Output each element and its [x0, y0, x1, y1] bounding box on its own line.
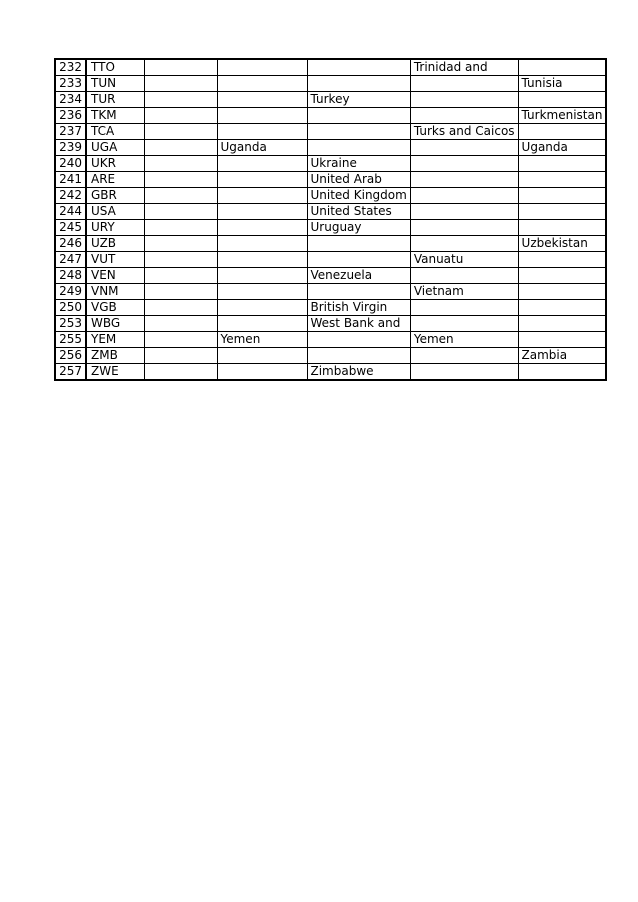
- cell-col-d: [217, 204, 307, 220]
- spreadsheet-table: [54, 58, 607, 381]
- row-number-cell: 237: [55, 124, 86, 140]
- country-code-cell: TCA: [86, 124, 144, 140]
- cell-col-f: Turks and Caicos: [410, 124, 518, 140]
- table-row: [55, 204, 606, 220]
- cell-col-e: United Arab: [307, 172, 410, 188]
- cell-col-e: British Virgin: [307, 300, 410, 316]
- cell-col-e: [307, 76, 410, 92]
- country-code-cell: UGA: [86, 140, 144, 156]
- cell-col-f: [410, 172, 518, 188]
- cell-col-f: Yemen: [410, 332, 518, 348]
- cell-col-c: [144, 140, 217, 156]
- cell-col-d: [217, 188, 307, 204]
- cell-col-d: [217, 59, 307, 76]
- country-code-cell: TTO: [86, 59, 144, 76]
- country-code-cell: WBG: [86, 316, 144, 332]
- cell-col-e: Ukraine: [307, 156, 410, 172]
- cell-col-c: [144, 76, 217, 92]
- table-row: [55, 59, 606, 76]
- cell-col-d: [217, 236, 307, 252]
- table-row: [55, 252, 606, 268]
- cell-col-g: Zambia: [518, 348, 606, 364]
- cell-col-g: [518, 92, 606, 108]
- cell-col-e: [307, 124, 410, 140]
- table-row: [55, 92, 606, 108]
- cell-col-g: [518, 59, 606, 76]
- cell-col-f: [410, 204, 518, 220]
- cell-col-g: [518, 268, 606, 284]
- cell-col-c: [144, 364, 217, 381]
- table-row: [55, 300, 606, 316]
- country-code-cell: UZB: [86, 236, 144, 252]
- country-code-cell: TKM: [86, 108, 144, 124]
- cell-col-f: [410, 236, 518, 252]
- cell-col-g: Uzbekistan: [518, 236, 606, 252]
- row-number-cell: 247: [55, 252, 86, 268]
- cell-col-c: [144, 284, 217, 300]
- cell-col-f: [410, 140, 518, 156]
- cell-col-e: Venezuela: [307, 268, 410, 284]
- cell-col-c: [144, 92, 217, 108]
- country-code-cell: ZWE: [86, 364, 144, 381]
- row-number-cell: 246: [55, 236, 86, 252]
- cell-col-c: [144, 156, 217, 172]
- cell-col-g: [518, 188, 606, 204]
- table-row: [55, 172, 606, 188]
- table-row: [55, 140, 606, 156]
- row-number-cell: 245: [55, 220, 86, 236]
- table-row: [55, 268, 606, 284]
- cell-col-c: [144, 59, 217, 76]
- row-number-cell: 253: [55, 316, 86, 332]
- row-number-cell: 257: [55, 364, 86, 381]
- table-row: [55, 156, 606, 172]
- cell-col-f: [410, 316, 518, 332]
- cell-col-g: [518, 124, 606, 140]
- cell-col-c: [144, 236, 217, 252]
- cell-col-e: Uruguay: [307, 220, 410, 236]
- row-number-cell: 240: [55, 156, 86, 172]
- cell-col-c: [144, 332, 217, 348]
- cell-col-d: [217, 172, 307, 188]
- cell-col-e: [307, 332, 410, 348]
- cell-col-e: [307, 108, 410, 124]
- cell-col-e: [307, 140, 410, 156]
- table-row: [55, 332, 606, 348]
- cell-col-e: [307, 252, 410, 268]
- cell-col-d: [217, 108, 307, 124]
- cell-col-d: [217, 284, 307, 300]
- cell-col-d: [217, 364, 307, 381]
- row-number-cell: 244: [55, 204, 86, 220]
- country-code-cell: ZMB: [86, 348, 144, 364]
- country-code-cell: TUR: [86, 92, 144, 108]
- country-code-cell: USA: [86, 204, 144, 220]
- cell-col-g: [518, 172, 606, 188]
- country-code-cell: VUT: [86, 252, 144, 268]
- cell-col-f: [410, 156, 518, 172]
- cell-col-d: [217, 156, 307, 172]
- cell-col-c: [144, 252, 217, 268]
- row-number-cell: 232: [55, 59, 86, 76]
- table-row: [55, 364, 606, 381]
- table-row: [55, 188, 606, 204]
- country-code-cell: VGB: [86, 300, 144, 316]
- cell-col-g: Tunisia: [518, 76, 606, 92]
- cell-col-c: [144, 316, 217, 332]
- row-number-cell: 255: [55, 332, 86, 348]
- cell-col-g: [518, 156, 606, 172]
- country-code-cell: VNM: [86, 284, 144, 300]
- cell-col-d: [217, 92, 307, 108]
- cell-col-c: [144, 204, 217, 220]
- table-body: [55, 59, 606, 380]
- cell-col-f: Vietnam: [410, 284, 518, 300]
- cell-col-d: [217, 76, 307, 92]
- table-row: [55, 316, 606, 332]
- row-number-cell: 250: [55, 300, 86, 316]
- cell-col-c: [144, 108, 217, 124]
- row-number-cell: 236: [55, 108, 86, 124]
- cell-col-e: Turkey: [307, 92, 410, 108]
- cell-col-f: [410, 348, 518, 364]
- cell-col-f: [410, 92, 518, 108]
- cell-col-f: [410, 76, 518, 92]
- cell-col-g: [518, 284, 606, 300]
- cell-col-e: West Bank and: [307, 316, 410, 332]
- country-code-cell: YEM: [86, 332, 144, 348]
- cell-col-g: [518, 204, 606, 220]
- cell-col-c: [144, 188, 217, 204]
- country-code-cell: VEN: [86, 268, 144, 284]
- table-row: [55, 76, 606, 92]
- row-number-cell: 249: [55, 284, 86, 300]
- table-row: [55, 124, 606, 140]
- cell-col-e: Zimbabwe: [307, 364, 410, 381]
- cell-col-g: [518, 300, 606, 316]
- cell-col-f: [410, 108, 518, 124]
- country-code-cell: URY: [86, 220, 144, 236]
- table-row: [55, 236, 606, 252]
- country-code-cell: GBR: [86, 188, 144, 204]
- row-number-cell: 234: [55, 92, 86, 108]
- cell-col-d: [217, 348, 307, 364]
- cell-col-e: [307, 348, 410, 364]
- cell-col-c: [144, 172, 217, 188]
- cell-col-e: United Kingdom: [307, 188, 410, 204]
- cell-col-e: [307, 284, 410, 300]
- cell-col-f: Trinidad and: [410, 59, 518, 76]
- country-code-cell: UKR: [86, 156, 144, 172]
- cell-col-d: [217, 220, 307, 236]
- cell-col-c: [144, 220, 217, 236]
- cell-col-g: [518, 332, 606, 348]
- cell-col-e: [307, 59, 410, 76]
- cell-col-f: Vanuatu: [410, 252, 518, 268]
- cell-col-f: [410, 220, 518, 236]
- cell-col-g: [518, 364, 606, 381]
- table-row: [55, 348, 606, 364]
- cell-col-g: [518, 252, 606, 268]
- cell-col-d: [217, 268, 307, 284]
- cell-col-f: [410, 268, 518, 284]
- cell-col-c: [144, 268, 217, 284]
- cell-col-g: Uganda: [518, 140, 606, 156]
- cell-col-d: Yemen: [217, 332, 307, 348]
- cell-col-e: United States: [307, 204, 410, 220]
- row-number-cell: 242: [55, 188, 86, 204]
- cell-col-c: [144, 124, 217, 140]
- cell-col-g: [518, 316, 606, 332]
- table-row: [55, 220, 606, 236]
- table-row: [55, 108, 606, 124]
- table-row: [55, 284, 606, 300]
- cell-col-e: [307, 236, 410, 252]
- cell-col-f: [410, 300, 518, 316]
- row-number-cell: 239: [55, 140, 86, 156]
- cell-col-g: [518, 220, 606, 236]
- cell-col-f: [410, 364, 518, 381]
- cell-col-c: [144, 348, 217, 364]
- cell-col-d: [217, 124, 307, 140]
- cell-col-d: [217, 300, 307, 316]
- cell-col-d: [217, 252, 307, 268]
- row-number-cell: 248: [55, 268, 86, 284]
- row-number-cell: 256: [55, 348, 86, 364]
- cell-col-d: [217, 316, 307, 332]
- cell-col-d: Uganda: [217, 140, 307, 156]
- row-number-cell: 233: [55, 76, 86, 92]
- row-number-cell: 241: [55, 172, 86, 188]
- country-code-cell: ARE: [86, 172, 144, 188]
- cell-col-g: Turkmenistan: [518, 108, 606, 124]
- country-code-cell: TUN: [86, 76, 144, 92]
- cell-col-c: [144, 300, 217, 316]
- cell-col-f: [410, 188, 518, 204]
